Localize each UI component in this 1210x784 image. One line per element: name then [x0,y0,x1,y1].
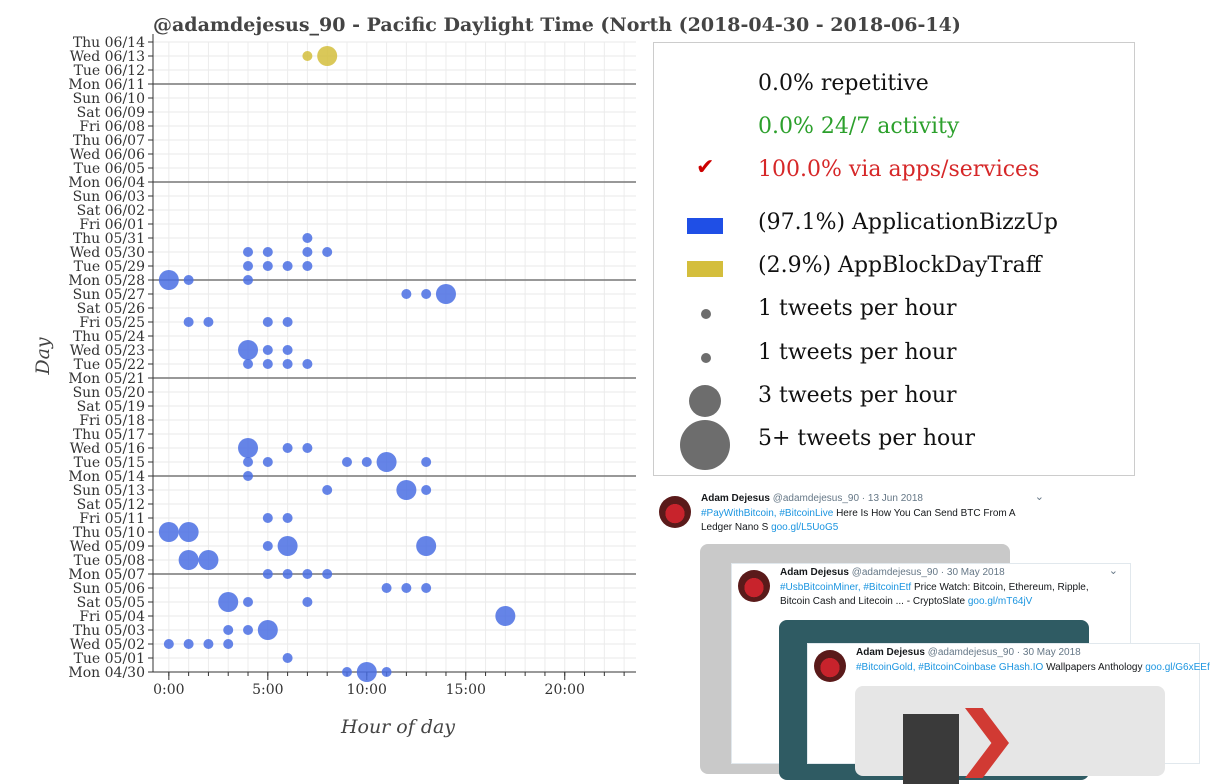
legend-size-dot-small-2 [701,353,711,363]
y-tick-label: Sat 05/12 [76,497,145,513]
media-building-shape [903,714,959,784]
tweet-body: Price Watch: Bitcoin, Ethereum, Ripple, Bitcoin Cash and Litecoin ... - CryptoSlate [780,582,1089,607]
data-point-applicationbizzup [263,513,273,523]
data-point-applicationbizzup [263,345,273,355]
x-tick-label: 15:00 [445,682,486,698]
data-point-applicationbizzup [184,317,194,327]
data-point-applicationbizzup [302,359,312,369]
grid-lines [153,42,636,672]
data-point-applicationbizzup [283,359,293,369]
data-point-applicationbizzup [198,550,218,570]
legend-row-app2 [654,247,1134,287]
data-point-applicationbizzup [243,247,253,257]
data-point-applicationbizzup [243,597,253,607]
y-tick-label: Sat 05/26 [76,301,145,317]
y-tick-label: Wed 05/02 [69,637,145,653]
legend-swatch-app2 [687,261,723,277]
legend [653,42,1135,476]
x-tick-label: 10:00 [346,682,387,698]
data-point-applicationbizzup [421,583,431,593]
data-point-applicationbizzup [342,457,352,467]
y-tick-labels [68,35,145,681]
tweet-header [780,567,1005,578]
y-tick-label: Thu 05/10 [72,525,145,541]
y-tick-label: Sat 05/19 [76,399,145,415]
data-point-applicationbizzup [283,653,293,663]
y-tick-label: Sun 06/10 [72,91,145,107]
y-tick-label: Wed 05/09 [69,539,145,555]
y-tick-label: Mon 04/30 [68,665,145,681]
data-point-applicationbizzup [421,289,431,299]
x-tick-labels [153,682,585,698]
data-point-applicationbizzup [401,583,411,593]
legend-row-size2 [654,334,1134,374]
legend-apps: 100.0% via apps/services [758,157,1040,182]
legend-row-apps [654,151,1134,191]
data-point-applicationbizzup [382,583,392,593]
tweet-text [780,581,1118,609]
data-point-applicationbizzup [362,457,372,467]
data-point-applicationbizzup [283,261,293,271]
y-tick-label: Mon 05/07 [68,567,145,583]
data-point-applicationbizzup [184,639,194,649]
legend-size-dot-large [680,420,730,470]
tweet-hashtags[interactable]: #UsbBitcoinMiner, #BitcoinEtf [780,582,912,593]
data-point-applicationbizzup [184,275,194,285]
data-point-applicationbizzup [159,522,179,542]
y-tick-label: Wed 05/16 [69,441,145,457]
tweet-media-placeholder[interactable] [855,686,1165,776]
legend-size-dot-medium [689,385,721,417]
data-point-applicationbizzup [238,340,258,360]
data-point-applicationbizzup [218,592,238,612]
y-tick-label: Wed 06/06 [69,147,145,163]
data-point-applicationbizzup [263,261,273,271]
legend-row-size1 [654,290,1134,330]
tweet-text [701,507,1044,535]
y-axis-title: Day [32,337,54,375]
y-tick-label: Tue 05/29 [73,259,145,275]
y-tick-label: Thu 06/14 [72,35,145,51]
data-point-applicationbizzup [263,541,273,551]
y-tick-label: Fri 05/25 [79,315,145,331]
data-point-applicationbizzup [302,247,312,257]
avatar[interactable] [659,496,691,528]
y-tick-label: Fri 06/08 [79,119,145,135]
legend-size-dot-small [701,309,711,319]
x-axis-title: Hour of day [340,716,456,738]
legend-size4: 5+ tweets per hour [758,426,975,451]
data-point-applicationbizzup [401,289,411,299]
y-tick-label: Thu 05/24 [72,329,145,345]
y-tick-label: Thu 06/07 [72,133,145,149]
data-point-applicationbizzup [258,620,278,640]
data-point-applicationbizzup [263,359,273,369]
y-tick-label: Sun 05/20 [72,385,145,401]
data-point-applicationbizzup [203,317,213,327]
tweet-handle-date: @adamdejesus_90 · 30 May 2018 [927,647,1081,658]
tweet-header [856,647,1081,658]
data-point-applicationbizzup [421,485,431,495]
axes [148,34,636,680]
y-tick-label: Fri 05/11 [79,511,145,527]
tweet-link[interactable]: goo.gl/L5UoG5 [771,522,839,533]
data-point-applicationbizzup [159,270,179,290]
y-tick-label: Sun 05/27 [72,287,145,303]
y-tick-label: Mon 05/21 [68,371,145,387]
data-point-applicationbizzup [283,317,293,327]
data-point-applicationbizzup [421,457,431,467]
data-point-applicationbizzup [203,639,213,649]
legend-swatch-app1 [687,218,723,234]
y-tick-label: Fri 06/01 [79,217,145,233]
y-tick-label: Thu 05/17 [72,427,145,443]
tweet-text [856,661,1210,675]
tweet-author-name[interactable]: Adam Dejesus [856,647,925,658]
y-tick-label: Tue 06/12 [73,63,145,79]
data-point-applicationbizzup [396,480,416,500]
tweet-hashtags[interactable]: #PayWithBitcoin, #BitcoinLive [701,508,834,519]
data-point-applicationbizzup [278,536,298,556]
data-point-applicationbizzup [322,485,332,495]
data-point-applicationbizzup [382,667,392,677]
chevron-down-icon[interactable]: ⌄ [1108,565,1118,577]
chevron-down-icon[interactable]: ⌄ [1034,491,1044,503]
data-point-applicationbizzup [322,569,332,579]
x-tick-label: 5:00 [252,682,284,698]
y-tick-label: Tue 05/22 [73,357,145,373]
y-tick-label: Wed 06/13 [69,49,145,65]
legend-row-size4 [654,420,1134,460]
data-point-applicationbizzup [302,261,312,271]
y-tick-label: Wed 05/23 [69,343,145,359]
legend-app1: (97.1%) ApplicationBizzUp [758,210,1058,235]
data-point-applicationbizzup [223,639,233,649]
data-point-applicationbizzup [322,247,332,257]
data-point-applicationbizzup [283,513,293,523]
tweet-hashtags[interactable]: #BitcoinGold, #BitcoinCoinbase GHash.IO [856,662,1044,673]
data-point-applicationbizzup [243,625,253,635]
data-point-applicationbizzup [495,606,515,626]
data-point-applicationbizzup [302,569,312,579]
data-point-applicationbizzup [243,359,253,369]
data-point-applicationbizzup [223,625,233,635]
legend-size1: 1 tweets per hour [758,296,957,321]
data-point-applicationbizzup [179,550,199,570]
y-tick-label: Tue 05/01 [73,651,145,667]
tweet-link[interactable]: goo.gl/G6xEEf [1145,662,1210,673]
data-point-appblockdaytraff [317,46,337,66]
x-tick-label: 20:00 [544,682,585,698]
y-tick-label: Sun 06/03 [72,189,145,205]
data-point-applicationbizzup [302,443,312,453]
chart-title: @adamdejesus_90 - Pacific Daylight Time (North (2018-04-30 - 2018-06-14) [153,14,961,36]
data-point-applicationbizzup [302,597,312,607]
data-point-applicationbizzup [164,639,174,649]
y-tick-label: Mon 05/14 [68,469,145,485]
legend-activity: 0.0% 24/7 activity [758,114,960,139]
y-tick-label: Sat 06/02 [76,203,145,219]
y-tick-label: Thu 05/31 [72,231,145,247]
legend-row-repetitive [654,65,1134,105]
data-point-applicationbizzup [283,345,293,355]
y-tick-label: Fri 05/04 [79,609,145,625]
y-tick-label: Tue 05/08 [73,553,145,569]
data-point-applicationbizzup [263,569,273,579]
data-point-applicationbizzup [283,443,293,453]
media-arrow-shape [965,708,1009,778]
tweet-body: Wallpapers Anthology [1043,662,1146,673]
y-tick-label: Thu 05/03 [72,623,145,639]
y-tick-label: Sat 05/05 [76,595,145,611]
tweet-handle-date: @adamdejesus_90 · 13 Jun 2018 [772,493,923,504]
tweet-handle-date: @adamdejesus_90 · 30 May 2018 [851,567,1005,578]
legend-size2: 1 tweets per hour [758,340,957,365]
tweet-author-name[interactable]: Adam Dejesus [701,493,770,504]
tweet-header [701,493,923,504]
data-point-applicationbizzup [179,522,199,542]
data-point-applicationbizzup [416,536,436,556]
y-tick-label: Sat 06/09 [76,105,145,121]
data-point-applicationbizzup [302,233,312,243]
y-tick-label: Tue 05/15 [73,455,145,471]
data-point-applicationbizzup [377,452,397,472]
legend-row-activity [654,108,1134,148]
data-point-applicationbizzup [436,284,456,304]
y-tick-label: Fri 05/18 [79,413,145,429]
legend-row-app1 [654,204,1134,244]
legend-size3: 3 tweets per hour [758,383,957,408]
legend-app2: (2.9%) AppBlockDayTraff [758,253,1042,278]
data-point-applicationbizzup [342,667,352,677]
data-point-applicationbizzup [243,261,253,271]
data-point-applicationbizzup [243,471,253,481]
data-point-applicationbizzup [243,457,253,467]
data-point-applicationbizzup [243,275,253,285]
y-tick-label: Mon 05/28 [68,273,145,289]
checkmark-icon: ✔ [696,155,715,180]
data-point-applicationbizzup [357,662,377,682]
avatar[interactable] [738,570,770,602]
tweet-body: Here Is How You Can Send BTC From A Ledger Nano S [701,508,1016,533]
y-tick-label: Mon 06/04 [68,175,145,191]
y-tick-label: Sun 05/13 [72,483,145,499]
tweet-card-3[interactable] [807,643,1210,764]
x-tick-label: 0:00 [153,682,185,698]
y-tick-label: Mon 06/11 [68,77,145,93]
y-tick-label: Sun 05/06 [72,581,145,597]
y-tick-label: Wed 05/30 [69,245,145,261]
legend-row-size3 [654,377,1134,417]
avatar[interactable] [814,650,846,682]
data-point-applicationbizzup [238,438,258,458]
tweet-link[interactable]: goo.gl/mT64jV [967,596,1033,607]
data-point-applicationbizzup [283,569,293,579]
data-point-appblockdaytraff [302,51,312,61]
week-lines [153,84,636,574]
tweet-author-name[interactable]: Adam Dejesus [780,567,849,578]
data-point-applicationbizzup [263,247,273,257]
y-tick-label: Tue 06/05 [73,161,145,177]
data-point-applicationbizzup [263,317,273,327]
data-point-applicationbizzup [263,457,273,467]
legend-repetitive: 0.0% repetitive [758,71,929,96]
